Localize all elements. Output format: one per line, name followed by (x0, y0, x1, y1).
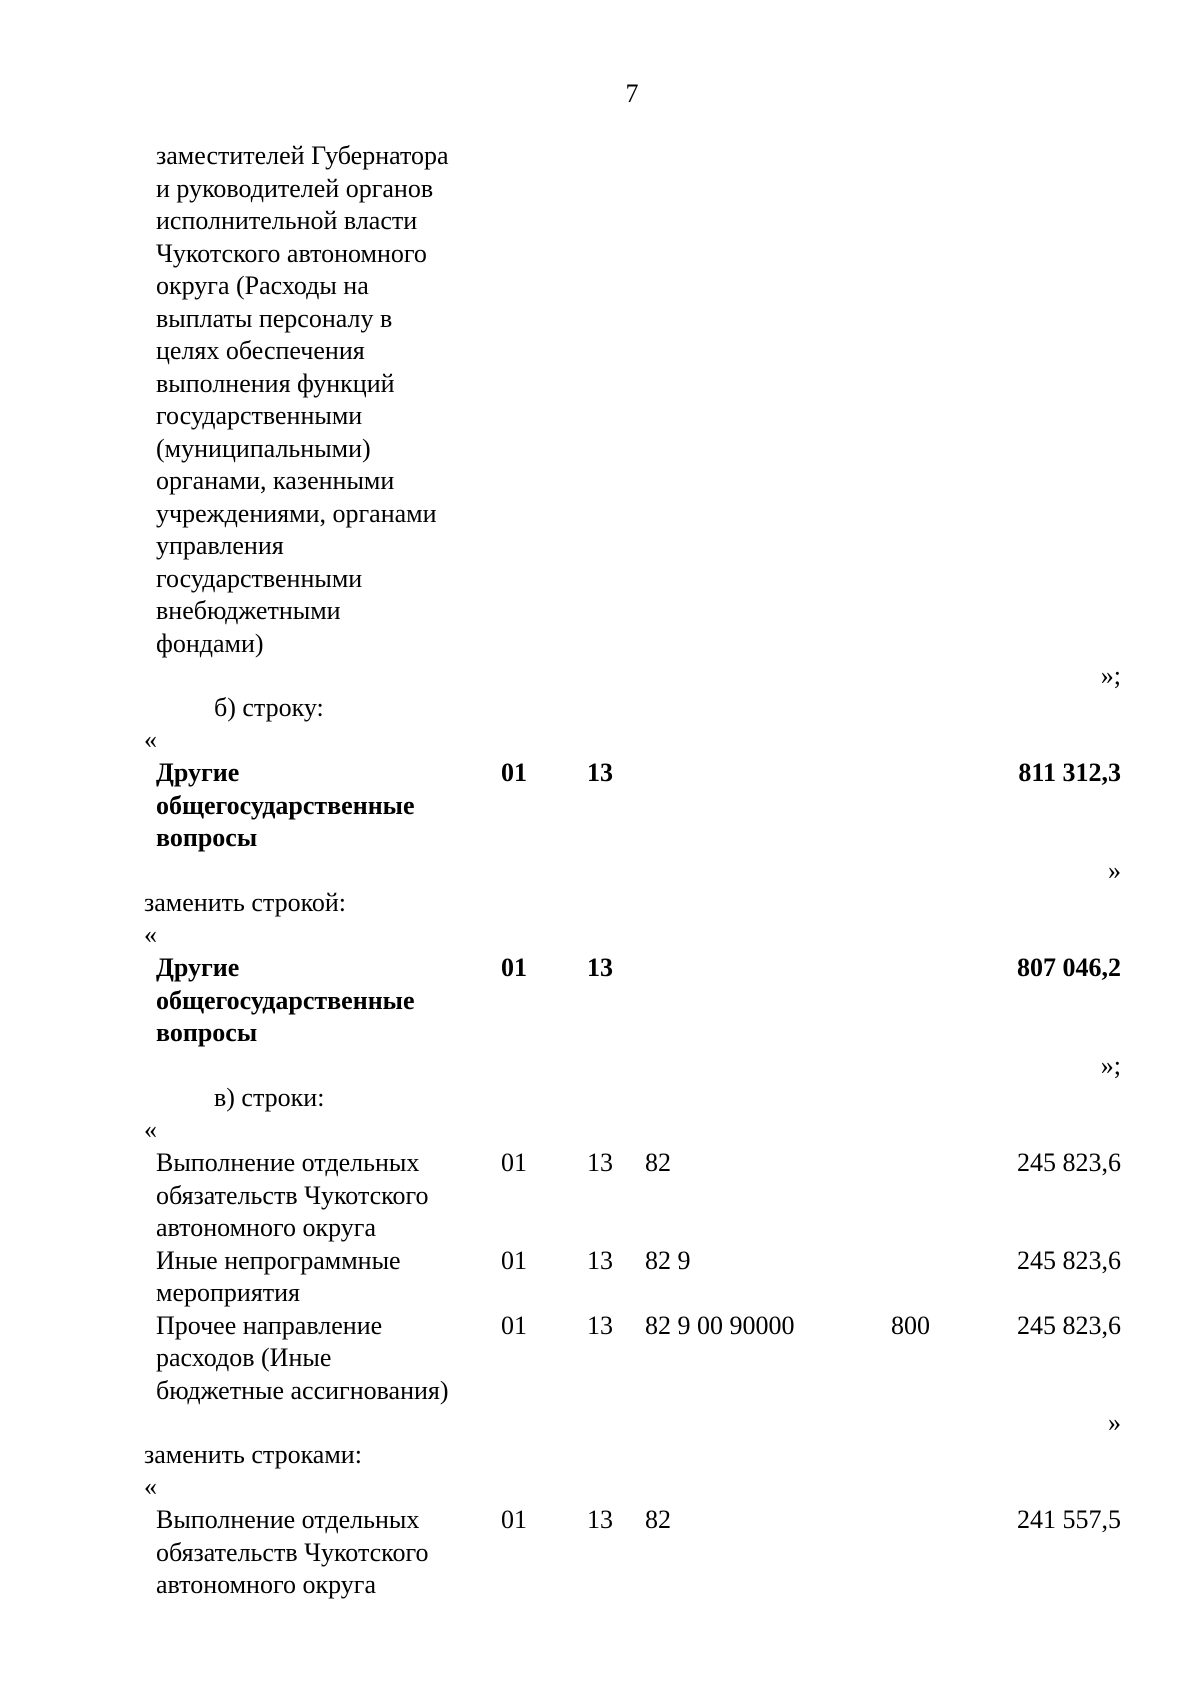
row-subsection-code: 13 (587, 1310, 613, 1340)
page-number: 7 (625, 79, 639, 108)
row-subsection-code: 13 (587, 953, 613, 982)
table-row (156, 757, 1121, 855)
closing-quote: »; (1100, 1051, 1121, 1080)
section-v-label: в) строки: (214, 1083, 325, 1112)
row-amount: 241 557,5 (1017, 1505, 1121, 1534)
row-amount: 245 823,6 (1017, 1310, 1121, 1340)
replace-with-rows-label: заменить строками: (144, 1440, 362, 1469)
opening-quote: « (144, 1115, 157, 1144)
row-subsection-code: 13 (587, 1148, 613, 1177)
row-subsection-code: 13 (587, 1245, 613, 1275)
closing-quote: » (1108, 1408, 1121, 1437)
table-row (156, 1147, 1121, 1245)
row-target-article: 82 9 (645, 1245, 691, 1275)
table-row (156, 1504, 1121, 1602)
old-rows-table (156, 1147, 1121, 1407)
row-name: Выполнение отдельных обязательств Чукотского автономного округа (156, 1505, 429, 1599)
row-expense-type: 800 (891, 1310, 930, 1340)
row-name: Выполнение отдельных обязательств Чукотского автономного округа (156, 1148, 429, 1242)
row-amount: 811 312,3 (1018, 758, 1121, 787)
row-subsection-code: 13 (587, 1505, 613, 1534)
row-section-code: 01 (501, 758, 527, 787)
row-name: Иные непрограммные мероприятия (156, 1245, 401, 1307)
row-target-article: 82 (645, 1148, 671, 1177)
row-amount: 245 823,6 (1017, 1245, 1121, 1275)
new-rows-table (156, 1504, 1121, 1602)
closing-quote: » (1108, 856, 1121, 885)
row-target-article: 82 (645, 1505, 671, 1534)
opening-quote: « (144, 1472, 157, 1501)
new-row-table (156, 952, 1121, 1050)
row-subsection-code: 13 (587, 758, 613, 787)
row-target-article: 82 9 00 90000 (645, 1310, 795, 1340)
section-b-label: б) строку: (214, 693, 324, 722)
table-row (156, 1310, 1121, 1408)
row-amount: 245 823,6 (1017, 1148, 1121, 1177)
closing-quote: »; (1100, 661, 1121, 690)
replace-with-row-label: заменить строкой: (144, 888, 347, 917)
table-row (156, 952, 1121, 1050)
row-section-code: 01 (501, 953, 527, 982)
row-name: Прочее направление расходов (Иные бюджетные ассигнования) (156, 1310, 449, 1405)
row-section-code: 01 (501, 1245, 527, 1275)
old-row-table (156, 757, 1121, 855)
row-name: Другие общегосударственные вопросы (156, 758, 415, 852)
opening-quote: « (144, 725, 157, 754)
opening-quote: « (144, 920, 157, 949)
row-section-code: 01 (501, 1505, 527, 1534)
row-section-code: 01 (501, 1310, 527, 1340)
row-amount: 807 046,2 (1017, 953, 1121, 982)
row-name: Другие общегосударственные вопросы (156, 953, 415, 1047)
continued-row-name: заместителей Губернатора и руководителей органов исполнительной власти Чукотского автономного округа (Расходы на выплаты персоналу в целях обеспечения выполнения функций государственными (муниципальными) органами, казенными учреждениями, органами управления государственными внебюджетными фондами) (156, 141, 449, 658)
table-row (156, 1245, 1121, 1310)
row-section-code: 01 (501, 1148, 527, 1177)
